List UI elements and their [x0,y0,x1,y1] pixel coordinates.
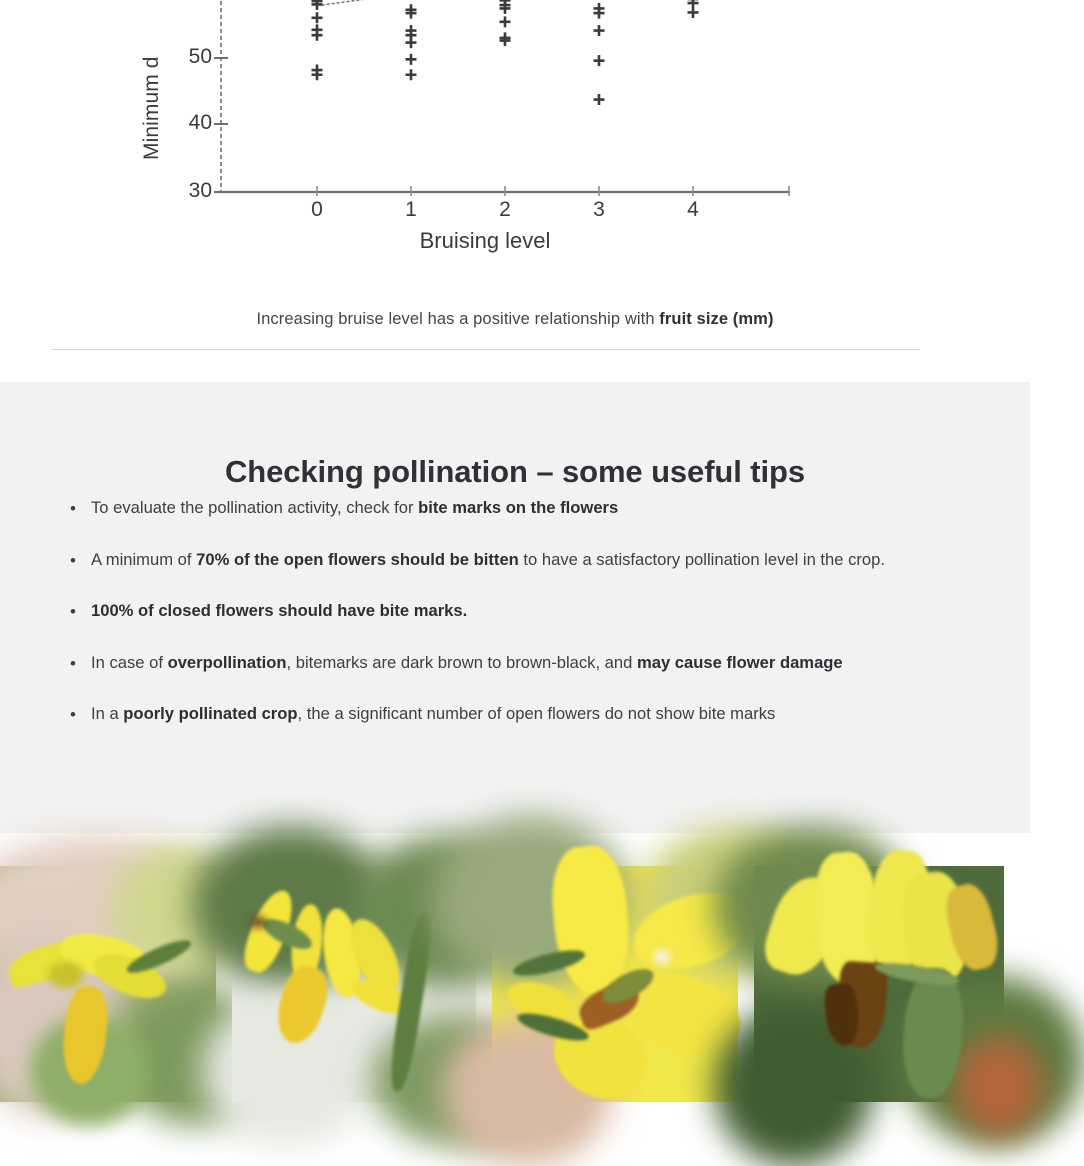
bullet-icon: • [70,653,76,673]
data-point-marker [688,7,699,18]
tips-item-emphasis: bite marks on the flowers [418,498,619,517]
bullet-icon: • [70,550,76,570]
trend-line [322,0,416,5]
photo-4-scene [754,866,1004,1102]
x-axis-title: Bruising level [419,228,551,253]
tips-list-item [62,494,912,523]
data-point-marker [312,12,323,23]
x-tick-label-1: 1 [405,198,417,221]
tips-item-emphasis: poorly pollinated crop [123,704,298,724]
data-point-marker [500,16,511,27]
data-point-marker [594,94,605,105]
x-tick-label-0: 0 [311,198,323,221]
tips-item-emphasis: 100% of closed flowers should have bite marks. [91,601,468,621]
tips-heading: Checking pollination – some useful tips [224,453,805,489]
tips-item-text: To evaluate the pollination activity, check for [91,498,419,517]
chart-caption-text: Increasing bruise level has a positive relationship with [256,310,660,328]
data-point-marker [312,30,323,41]
chart-section [0,0,1030,382]
scatter-plot-figure [0,0,1030,270]
data-point-marker [406,54,417,65]
x-tick-label-2: 2 [499,198,511,221]
tips-list-item [62,700,912,729]
trend-line-segment [322,0,416,5]
tips-item-emphasis: may cause flower damage [636,652,843,672]
tips-item-emphasis: 70% of the open flowers should be bitten [196,549,519,569]
tips-item-text: , bitemarks are dark brown to brown-black, and [286,652,637,672]
data-point-group [312,0,699,105]
y-tick-label-50: 50 [188,45,212,68]
tips-item-text: , the a significant number of open flowers do not show bite marks [297,704,776,724]
bullet-icon: • [70,705,76,725]
y-axis-title-wrap [140,56,182,378]
tips-item-text: In case of [91,652,168,672]
bullet-icon: • [70,602,76,622]
plot-axes [214,0,790,196]
data-point-marker [406,37,417,48]
tips-item-text: A minimum of [91,549,197,569]
tips-list-item [62,546,912,575]
x-tick-label-4: 4 [687,198,699,221]
tips-item-text: to have a satisfactory pollination level in the crop. [518,549,886,569]
tips-item-emphasis: overpollination [167,652,287,672]
chart-caption [0,310,1030,329]
tips-list [62,494,912,752]
x-tick-label-3: 3 [593,198,605,221]
pollination-tips-section [0,382,1030,833]
y-tick-label-40: 40 [188,111,212,134]
y-tick-label-30: 30 [188,179,212,202]
tips-list-item [62,597,912,626]
photo-tomato-flower-close-up-anther-cone[interactable] [492,866,738,1102]
data-point-marker [594,55,605,66]
tips-list-item [62,649,912,678]
flower-photo-strip [0,866,1030,1102]
photo-tomato-flower-held-in-fingers[interactable] [0,866,216,1102]
photo-3-scene [492,866,738,1102]
photo-tomato-flower-overpollinated-dark-bitemarks[interactable] [754,866,1004,1102]
y-axis-title: Minimum d [140,56,163,160]
data-point-marker [594,25,605,36]
section-divider [52,349,920,350]
photo-1-scene [0,866,216,1102]
bullet-icon: • [70,499,76,518]
data-point-marker [406,69,417,80]
chart-caption-emphasis: fruit size (mm) [659,310,774,328]
tips-item-text: In a [91,704,124,724]
